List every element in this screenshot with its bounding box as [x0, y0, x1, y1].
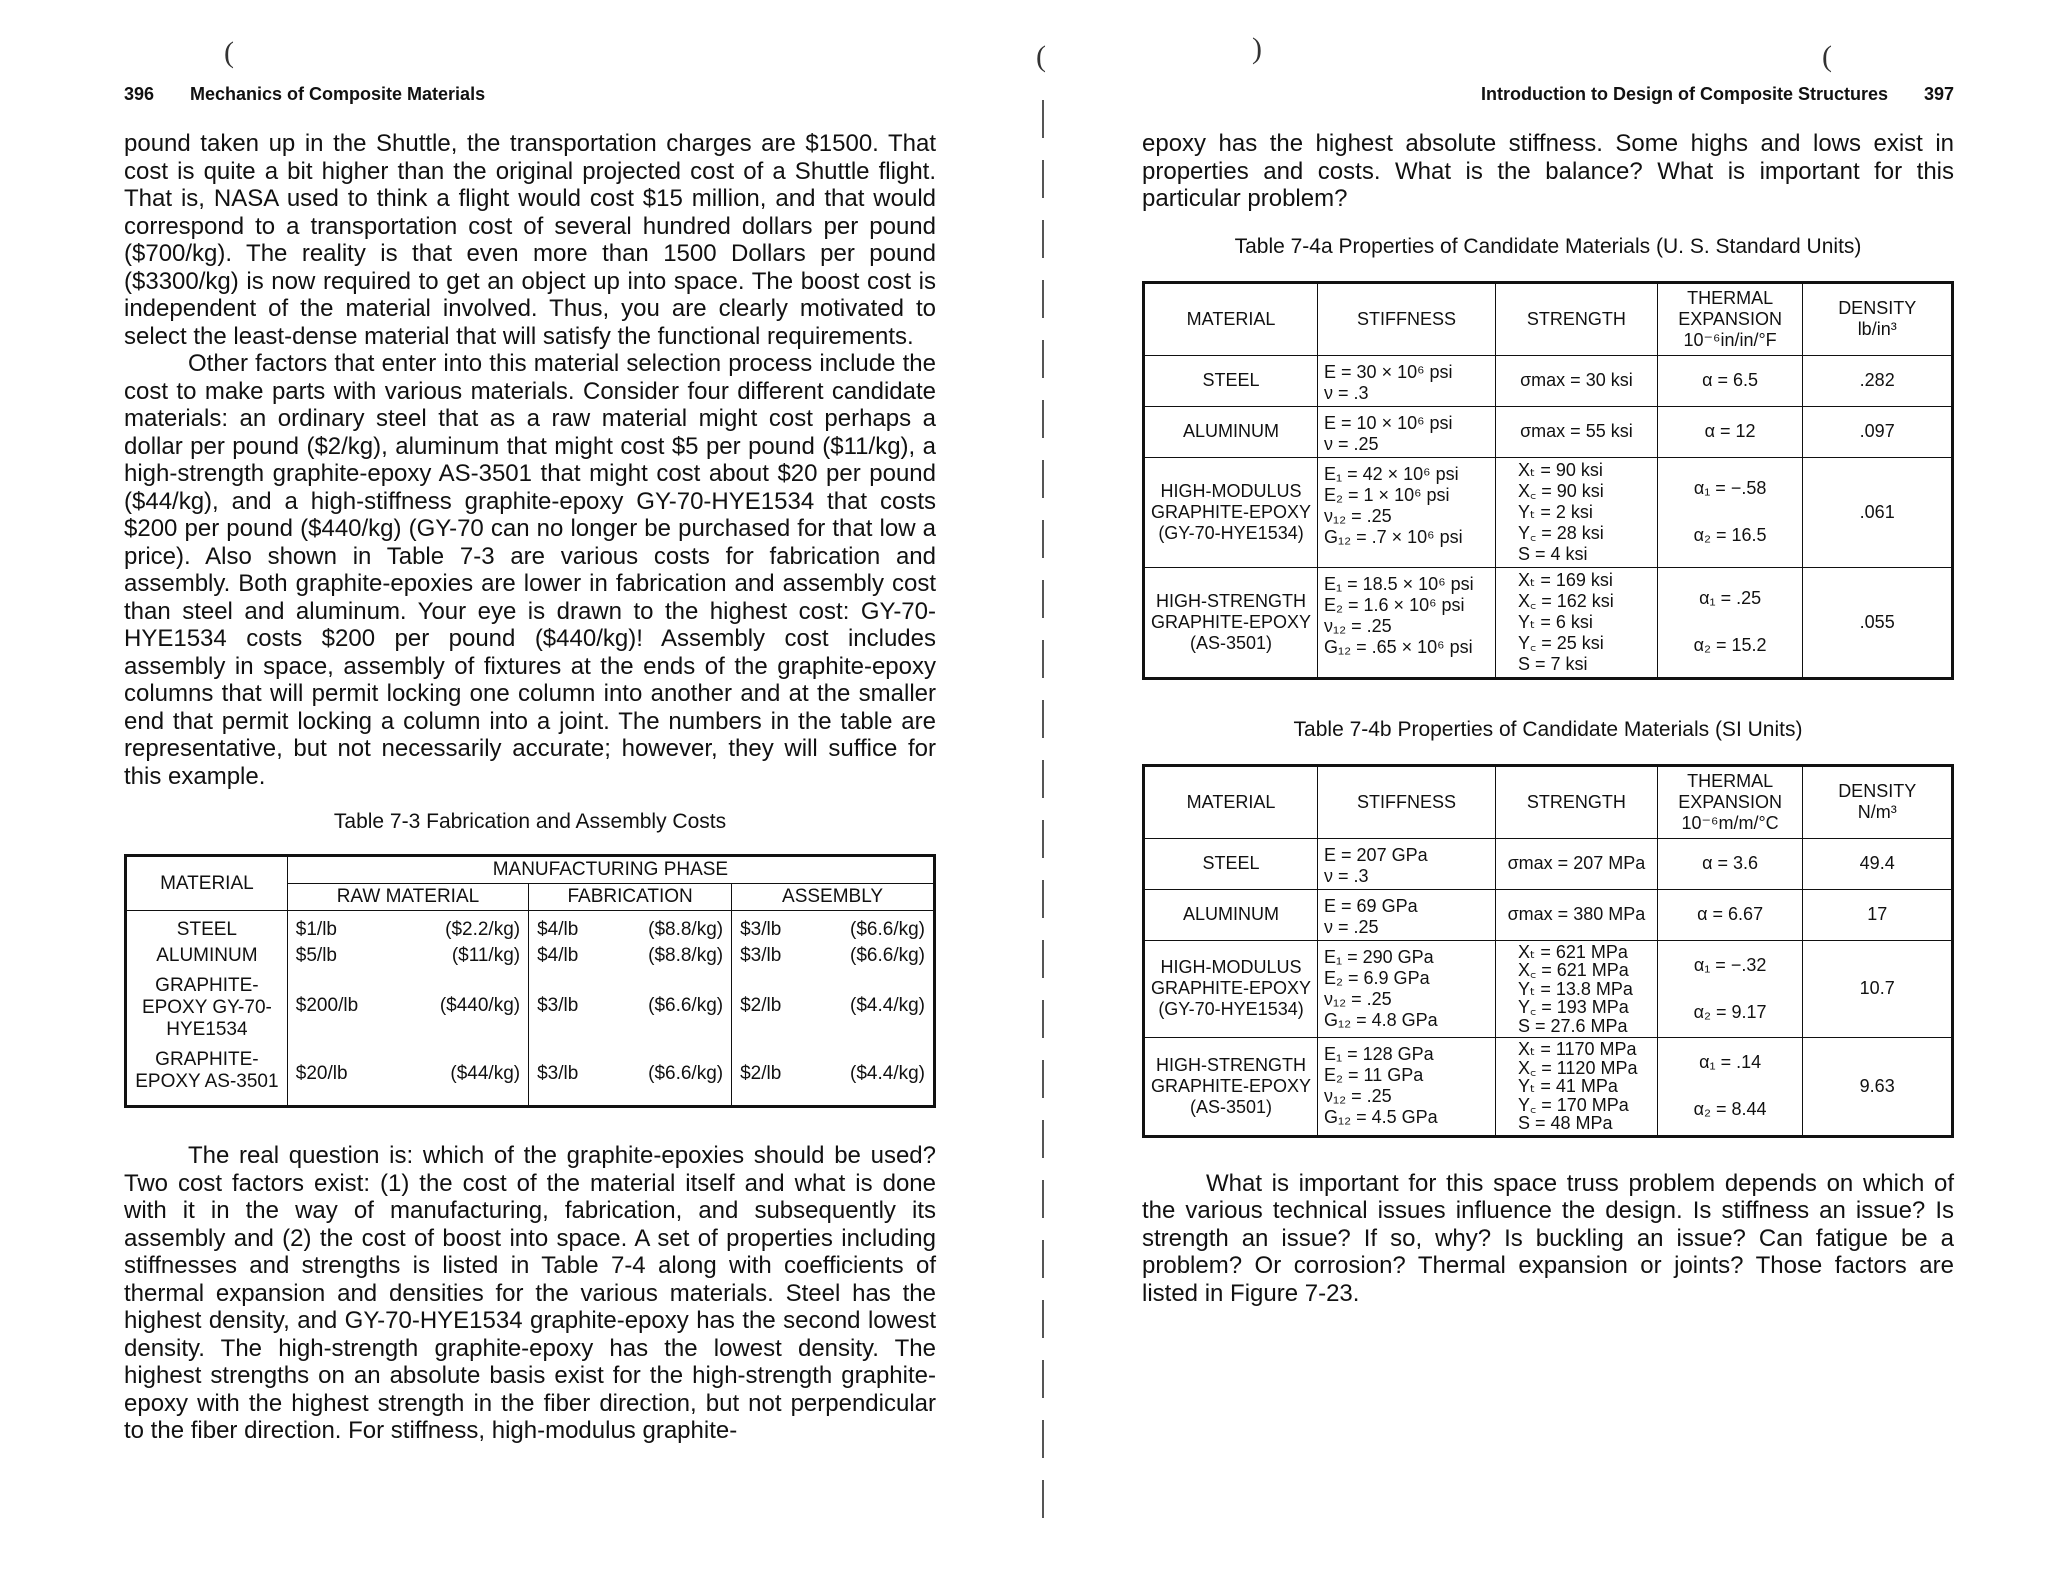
table-cell: ($6.6/kg): [850, 919, 925, 940]
table-cell: ($8.8/kg): [648, 945, 724, 966]
table-cell: $2/lb: [740, 1063, 782, 1084]
column-header: RAW MATERIAL: [287, 884, 528, 911]
stiffness-line: E₂ = 1.6 × 10⁶ psi: [1324, 594, 1465, 615]
running-title: Introduction to Design of Composite Structures: [1480, 84, 1888, 104]
column-header: STIFFNESS: [1318, 765, 1496, 838]
material-line: (GY-70-HYE1534): [1158, 999, 1304, 1020]
material-line: (GY-70-HYE1534): [1158, 522, 1304, 543]
table-cell: STEEL: [126, 911, 288, 944]
page-number: 396: [124, 84, 155, 104]
gutter-mark: ): [1252, 32, 1262, 65]
table-cell: ($6.6/kg): [850, 945, 925, 966]
table-cell: ($6.6/kg): [648, 995, 724, 1016]
paragraph: pound taken up in the Shuttle, the transportation charges are $1500. That cost is quite a bit higher than the original projected cost of a Shuttle flight. That is, NASA used to think a flight would cost $15 million, and that would correspond to a transportation cost of several hundred dollars per pound ($700/kg). The reality is that even more than 1500 Dollars per pound ($3300/kg) is now required to get an object up into space. The boost cost is independent of the material involved. Thus, you are clearly motivated to select the least-dense material that will satisfy the functional requirements.: [124, 130, 936, 350]
table-cell: ($6.6/kg): [648, 1063, 724, 1084]
material-line: HIGH-MODULUS: [1160, 480, 1302, 501]
thermal-line: α₂ = 8.44: [1693, 1099, 1767, 1120]
material-line: HIGH-MODULUS: [1160, 957, 1302, 978]
density-cell: .055: [1803, 567, 1953, 678]
strength-line: Yₜ = 13.8 MPa: [1518, 978, 1633, 999]
material-line: GRAPHITE-EPOXY: [1151, 978, 1312, 999]
thermal-line: α₂ = 15.2: [1693, 635, 1767, 655]
column-header: MATERIAL: [1144, 765, 1318, 838]
table-cell: $3/lb: [537, 995, 579, 1016]
density-cell: 17: [1803, 889, 1953, 940]
table-cell: GRAPHITE-EPOXY AS-3501: [126, 1043, 288, 1107]
material-line: GRAPHITE-EPOXY: [1151, 1075, 1312, 1096]
strength-line: σmax = 380 MPa: [1507, 904, 1646, 924]
column-header: FABRICATION: [529, 884, 732, 911]
strength-line: Yₜ = 2 ksi: [1518, 501, 1593, 522]
gutter-mark: (: [1822, 40, 1832, 73]
table-row: [126, 943, 935, 969]
stiffness-line: G₁₂ = 4.8 GPa: [1324, 1009, 1438, 1030]
left-running-header: [124, 78, 936, 108]
column-header-unit: N/m³: [1857, 802, 1897, 822]
strength-line: S = 4 ksi: [1518, 543, 1588, 564]
column-header: THERMAL EXPANSION: [1678, 287, 1782, 329]
table-cell: $4/lb: [537, 945, 579, 966]
strength-line: σmax = 30 ksi: [1520, 370, 1633, 390]
stiffness-line: ν = .25: [1324, 916, 1379, 937]
strength-line: Y꜀ = 170 MPa: [1518, 1094, 1629, 1115]
stiffness-line: E₂ = 6.9 GPa: [1324, 967, 1430, 988]
stiffness-line: ν₁₂ = .25: [1324, 505, 1392, 526]
left-page: [124, 78, 936, 1445]
material-line: GRAPHITE-EPOXY: [1151, 501, 1312, 522]
table-cell: $200/lb: [295, 995, 359, 1016]
paragraph: Other factors that enter into this material selection process include the cost to make parts with various materials. Consider four different candidate materials: an ordinary steel that as a raw material might cost perhaps a dollar per pound ($2/kg), aluminum that might cost $5 per pound ($11/kg), a high-strength graphite-epoxy AS-3501 that might cost about $20 per pound ($44/kg), and a high-stiffness graphite-epoxy GY-70-HYE1534 that costs $200 per pound ($440/kg) (GY-70 can no longer be purchased for that low a price). Also shown in Table 7-3 are various costs for fabrication and assembly. Both graphite-epoxies are lower in fabrication and assembly cost than steel and aluminum. Your eye is drawn to the highest cost: GY-70-HYE1534 costs $200 per pound ($440/kg)! Assembly cost includes assembly in space, assembly of fixtures at the ends of the graphite-epoxy columns that will permit locking one column into another and at the smaller end that permit locking a column into a joint. The numbers in the table are representative, but not necessarily accurate; however, they will suffice for this example.: [124, 350, 936, 790]
material-line: HIGH-STRENGTH: [1156, 590, 1307, 611]
material-line: HIGH-STRENGTH: [1156, 1054, 1307, 1075]
strength-line: σmax = 207 MPa: [1507, 853, 1646, 873]
strength-line: Y꜀ = 28 ksi: [1518, 522, 1604, 543]
material-line: ALUMINUM: [1183, 904, 1280, 924]
table-cell: ($8.8/kg): [648, 919, 724, 940]
table-row: [126, 911, 935, 944]
gutter-mark: (: [224, 36, 234, 69]
table-row: [1144, 1038, 1953, 1137]
column-header: DENSITY: [1838, 781, 1917, 801]
table-row: [1144, 457, 1953, 567]
table-row: [1144, 940, 1953, 1038]
stiffness-line: G₁₂ = 4.5 GPa: [1324, 1107, 1438, 1127]
strength-line: X꜀ = 162 ksi: [1518, 590, 1614, 611]
table-cell: $1/lb: [295, 919, 337, 940]
thermal-line: α = 6.67: [1697, 904, 1764, 924]
running-title: Mechanics of Composite Materials: [190, 84, 486, 104]
thermal-line: α = 3.6: [1702, 853, 1759, 873]
stiffness-line: ν = .25: [1324, 433, 1379, 454]
table-cell: $2/lb: [740, 995, 782, 1016]
table-cell: $5/lb: [295, 945, 337, 966]
strength-line: X꜀ = 1120 MPa: [1518, 1057, 1638, 1078]
table-cell: ($2.2/kg): [445, 919, 521, 940]
strength-line: σmax = 55 ksi: [1520, 421, 1633, 441]
table-cell: $20/lb: [295, 1063, 348, 1084]
stiffness-line: E₂ = 11 GPa: [1324, 1065, 1424, 1085]
density-cell: .097: [1803, 406, 1953, 457]
table-row: [126, 969, 935, 1043]
stiffness-line: ν = .3: [1324, 865, 1369, 886]
table-cell: ($4.4/kg): [850, 995, 925, 1016]
density-cell: 49.4: [1803, 838, 1953, 889]
paragraph: epoxy has the highest absolute stiffness. Some highs and lows exist in properties and costs. What is the balance? What is important for this particular problem?: [1142, 130, 1954, 212]
stiffness-line: E₁ = 128 GPa: [1324, 1044, 1434, 1064]
thermal-line: α = 12: [1704, 421, 1756, 441]
table-cell: ($44/kg): [450, 1063, 521, 1084]
table-row: [126, 1043, 935, 1107]
stiffness-line: ν₁₂ = .25: [1324, 1086, 1392, 1106]
right-running-header: [1142, 78, 1954, 108]
properties-table-si: [1142, 764, 1954, 1138]
stiffness-line: E₁ = 18.5 × 10⁶ psi: [1324, 573, 1474, 594]
table-cell: $3/lb: [740, 945, 782, 966]
strength-line: S = 27.6 MPa: [1518, 1015, 1628, 1036]
material-line: (AS-3501): [1189, 1096, 1273, 1117]
table-cell: ($440/kg): [439, 995, 521, 1016]
strength-line: S = 7 ksi: [1518, 653, 1588, 674]
density-cell: .282: [1803, 355, 1953, 406]
thermal-line: α₁ = .25: [1699, 588, 1762, 608]
strength-line: Yₜ = 41 MPa: [1518, 1076, 1618, 1096]
table-cell: GRAPHITE-EPOXY GY-70-HYE1534: [126, 969, 288, 1043]
stiffness-line: ν₁₂ = .25: [1324, 615, 1392, 636]
strength-line: Xₜ = 621 MPa: [1518, 941, 1628, 962]
thermal-line: α₂ = 9.17: [1693, 1001, 1767, 1022]
paragraph: What is important for this space truss problem depends on which of the various technical issues influence the design. Is stiffness an issue? Is strength an issue? If so, why? Is buckling an issue? Can fatigue be a problem? Or corrosion? Thermal expansion or joints? Those factors are listed in Figure 7-23.: [1142, 1169, 1954, 1307]
strength-line: Xₜ = 169 ksi: [1518, 569, 1613, 590]
density-cell: .061: [1803, 457, 1953, 567]
density-cell: 10.7: [1803, 940, 1953, 1038]
column-header: STRENGTH: [1496, 282, 1658, 355]
stiffness-line: E = 30 × 10⁶ psi: [1324, 361, 1453, 382]
density-cell: 9.63: [1803, 1038, 1953, 1137]
column-header: DENSITY: [1838, 298, 1917, 318]
column-header: MATERIAL: [126, 856, 288, 911]
thermal-line: α₂ = 16.5: [1693, 525, 1767, 545]
strength-line: Xₜ = 90 ksi: [1518, 459, 1603, 480]
column-header: THERMAL EXPANSION: [1678, 770, 1782, 812]
table-cell: ($4.4/kg): [850, 1063, 925, 1084]
strength-line: Yₜ = 6 ksi: [1518, 611, 1593, 632]
material-line: ALUMINUM: [1183, 421, 1280, 441]
column-header-unit: 10⁻⁶m/m/°C: [1681, 812, 1779, 833]
table-row: [1144, 889, 1953, 940]
material-line: STEEL: [1202, 853, 1260, 873]
stiffness-line: E₁ = 290 GPa: [1324, 946, 1434, 967]
thermal-line: α = 6.5: [1702, 370, 1759, 390]
strength-line: X꜀ = 621 MPa: [1518, 960, 1629, 980]
strength-line: Y꜀ = 193 MPa: [1518, 997, 1629, 1017]
column-header: STIFFNESS: [1318, 282, 1496, 355]
table-caption: Table 7-3 Fabrication and Assembly Costs: [333, 810, 727, 833]
material-line: GRAPHITE-EPOXY: [1151, 611, 1312, 632]
column-header-unit: lb/in³: [1857, 319, 1897, 339]
material-line: (AS-3501): [1189, 632, 1273, 653]
column-header-unit: 10⁻⁶in/in/°F: [1683, 329, 1777, 350]
table-row: [1144, 567, 1953, 678]
book-spine: [1042, 100, 1044, 1540]
properties-table-us: [1142, 281, 1954, 680]
table-row: [1144, 406, 1953, 457]
table-cell: $4/lb: [537, 919, 579, 940]
table-cell: $3/lb: [537, 1063, 579, 1084]
strength-line: S = 48 MPa: [1518, 1113, 1613, 1133]
stiffness-line: E = 10 × 10⁶ psi: [1324, 412, 1453, 433]
table-cell: $3/lb: [740, 919, 782, 940]
cost-table: [124, 854, 936, 1108]
strength-line: X꜀ = 90 ksi: [1518, 480, 1604, 501]
strength-line: Y꜀ = 25 ksi: [1518, 632, 1604, 653]
strength-line: Xₜ = 1170 MPa: [1518, 1039, 1637, 1059]
stiffness-line: E₁ = 42 × 10⁶ psi: [1324, 463, 1459, 484]
column-header: ASSEMBLY: [732, 884, 935, 911]
right-page: [1142, 78, 1954, 1307]
table-cell: ALUMINUM: [126, 943, 288, 969]
page-number: 397: [1923, 84, 1954, 104]
column-header: MANUFACTURING PHASE: [287, 856, 934, 884]
table-caption: Table 7-4a Properties of Candidate Materials (U. S. Standard Units): [1234, 234, 1862, 258]
gutter-mark: (: [1036, 40, 1046, 73]
thermal-line: α₁ = .14: [1699, 1052, 1762, 1073]
stiffness-line: ν = .3: [1324, 382, 1369, 403]
stiffness-line: ν₁₂ = .25: [1324, 988, 1392, 1009]
thermal-line: α₁ = −.32: [1693, 954, 1767, 975]
paragraph: The real question is: which of the graphite-epoxies should be used? Two cost factors exist: (1) the cost of the material itself and what is done with it in the way of manufacturing, fabrication, and subsequently its assembly and (2) the cost of boost into space. A set of properties including stiffnesses and strengths is listed in Table 7-4 along with coefficients of thermal expansion and densities for the various materials. Steel has the highest density, and GY-70-HYE1534 graphite-epoxy has the second lowest density. The high-strength graphite-epoxy has the lowest density. The highest strengths on an absolute basis exist for the high-strength graphite-epoxy with the highest strength in the fiber direction, but not perpendicular to the fiber direction. For stiffness, high-modulus graphite-: [124, 1142, 936, 1444]
table-row: [1144, 355, 1953, 406]
stiffness-line: E = 207 GPa: [1324, 844, 1428, 865]
column-header: MATERIAL: [1144, 282, 1318, 355]
table-cell: ($11/kg): [451, 945, 521, 966]
material-line: STEEL: [1202, 370, 1260, 390]
stiffness-line: E₂ = 1 × 10⁶ psi: [1324, 484, 1450, 505]
thermal-line: α₁ = −.58: [1693, 478, 1767, 498]
stiffness-line: G₁₂ = .65 × 10⁶ psi: [1324, 636, 1473, 657]
column-header: STRENGTH: [1496, 765, 1658, 838]
table-row: [1144, 838, 1953, 889]
stiffness-line: E = 69 GPa: [1324, 895, 1418, 916]
table-caption: Table 7-4b Properties of Candidate Materials (SI Units): [1293, 717, 1803, 741]
stiffness-line: G₁₂ = .7 × 10⁶ psi: [1324, 526, 1463, 547]
